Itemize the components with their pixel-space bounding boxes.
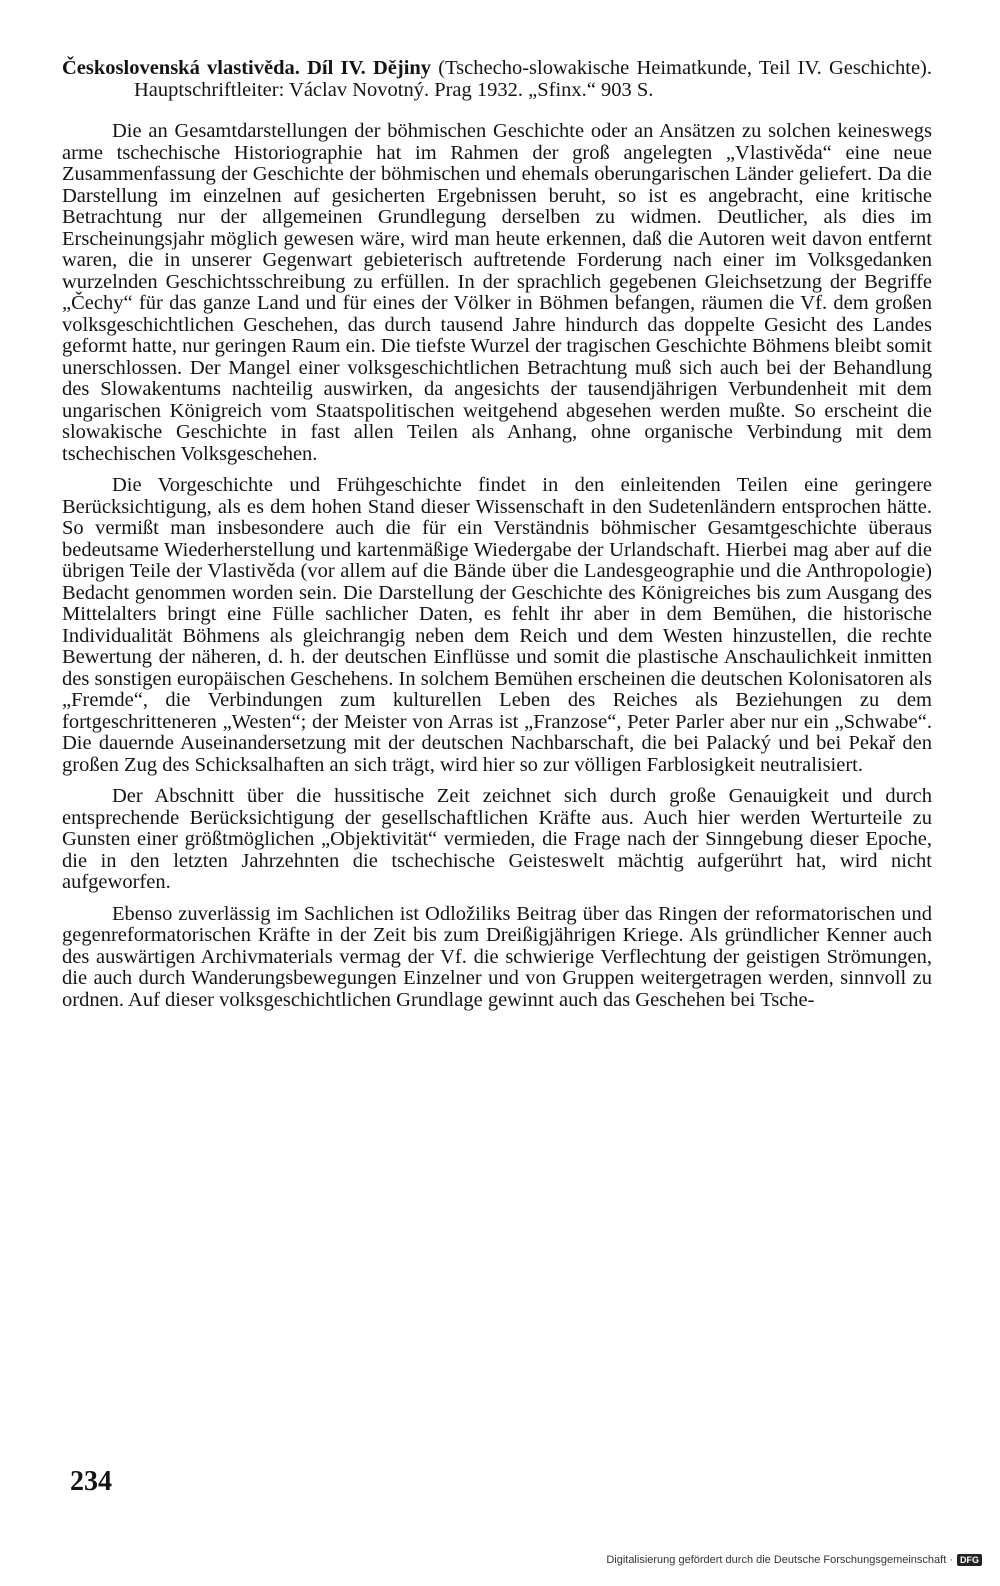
dfg-logo-icon: DFG — [957, 1554, 982, 1566]
page-number: 234 — [70, 1466, 112, 1497]
bibliographic-entry — [62, 58, 932, 101]
digitization-footer — [606, 1554, 982, 1566]
paragraph-2: Die Vorgeschichte und Frühgeschichte findet in den einleitenden Teilen eine geringere Berücksichtigung, als es dem hohen Stand dieser Wissenschaft in den Sudetenländern entsprochen hätte. So vermißt man insbesondere auch die für ein Verständnis böhmischer Gesamtgeschichte überaus bedeutsame Wiederherstellung und kartenmäßige Wiedergabe der Urlandschaft. Hierbei mag aber auf die übrigen Teile der Vlastivěda (vor allem auf die Bände über die Landesgeographie und die Anthropologie) Bedacht genommen worden sein. Die Darstellung der Geschichte des Königreiches bis zum Ausgang des Mittelalters bringt eine Fülle sachlicher Daten, es fehlt ihr aber in dem Bemühen, die historische Individualität Böhmens als gleichrangig neben dem Reich und dem Westen hinzustellen, die rechte Bewertung der näheren, d. h. der deutschen Einflüsse und somit die plastische Anschaulichkeit inmitten des sonstigen europäischen Geschehens. In solchem Bemühen erscheinen die deutschen Kolonisatoren als „Fremde“, die Verbindungen zum kulturellen Leben des Reiches als Beziehungen zu dem fortgeschritteneren „Westen“; der Meister von Arras ist „Franzose“, Peter Parler aber nur ein „Schwabe“. Die dauernde Auseinandersetzung mit der deutschen Nachbarschaft, die bei Palacký und bei Pekař den großen Zug des Schicksalhaften an sich trägt, wird hier so zur völligen Farblosigkeit neutralisiert. — [62, 474, 932, 776]
entry-details: (Tschecho-slowakische Heimatkunde, Teil IV. Geschichte). Hauptschriftleiter: Václav Novotný. Prag 1932. „Sfinx.“ 903 S. — [134, 57, 932, 101]
entry-heading: Československá vlastivěda. Díl IV. Dějiny — [62, 57, 432, 79]
page-content — [62, 58, 932, 1021]
paragraph-3: Der Abschnitt über die hussitische Zeit zeichnet sich durch große Genauigkeit und durch entsprechende Berücksichtigung der gesellschaftlichen Kräfte aus. Auch hier werden Werturteile zu Gunsten einer größtmöglichen „Objektivität“ vermieden, die Frage nach der Sinngebung dieser Epoche, die in den letzten Jahrzehnten die tschechische Geisteswelt mächtig aufgerührt hat, wird nicht aufgeworfen. — [62, 785, 932, 893]
paragraph-1: Die an Gesamtdarstellungen der böhmischen Geschichte oder an Ansätzen zu solchen keineswegs arme tschechische Historiographie hat im Rahmen der groß angelegten „Vlastivěda“ eine neue Zusammenfassung der Geschichte der böhmischen und ehemals oberungarischen Länder geliefert. Da die Darstellung im einzelnen auf gesicherten Ergebnissen beruht, so ist es angebracht, eine kritische Betrachtung nur der allgemeinen Grundlegung derselben zu widmen. Deutlicher, als dies im Erscheinungsjahr möglich gewesen wäre, wird man heute erkennen, daß die Autoren weit davon entfernt waren, die in unserer Gegenwart gebieterisch auftretende Forderung nach einer im Volksgedanken wurzelnden Geschichtsschreibung zu erfüllen. In der sprachlich gegebenen Gleichsetzung der Begriffe „Čechy“ für das ganze Land und für eines der Völker in Böhmen befangen, räumen die Vf. dem großen volksgeschichtlichen Geschehen, das durch tausend Jahre hindurch das doppelte Gesicht des Landes geformt hatte, nur geringen Raum ein. Die tiefste Wurzel der tragischen Geschichte Böhmens bleibt somit unerschlossen. Der Mangel einer volksgeschichtlichen Betrachtung muß sich auch bei der Behandlung des Slowakentums nachteilig auswirken, da angesichts der tausendjährigen Verbundenheit mit dem ungarischen Königreich vom Staatspolitischen weitgehend abgesehen werden mußte. So erscheint die slowakische Geschichte in fast allen Teilen als Anhang, ohne organische Verbindung mit dem tschechischen Volksgeschehen. — [62, 120, 932, 465]
footer-text: Digitalisierung gefördert durch die Deutsche Forschungsgemeinschaft · — [606, 1554, 953, 1566]
paragraph-4: Ebenso zuverlässig im Sachlichen ist Odložiliks Beitrag über das Ringen der reformatorischen und gegenreformatorischen Kräfte in der Zeit bis zum Dreißigjährigen Kriege. Als gründlicher Kenner auch des auswärtigen Archivmaterials vermag der Vf. die schwierige Verflechtung der geistigen Strömungen, die auch durch Wanderungsbewegungen Einzelner und von Gruppen weitergetragen werden, sinnvoll zu ordnen. Auf dieser volksgeschichtlichen Grundlage gewinnt auch das Geschehen bei Tsche- — [62, 902, 932, 1011]
